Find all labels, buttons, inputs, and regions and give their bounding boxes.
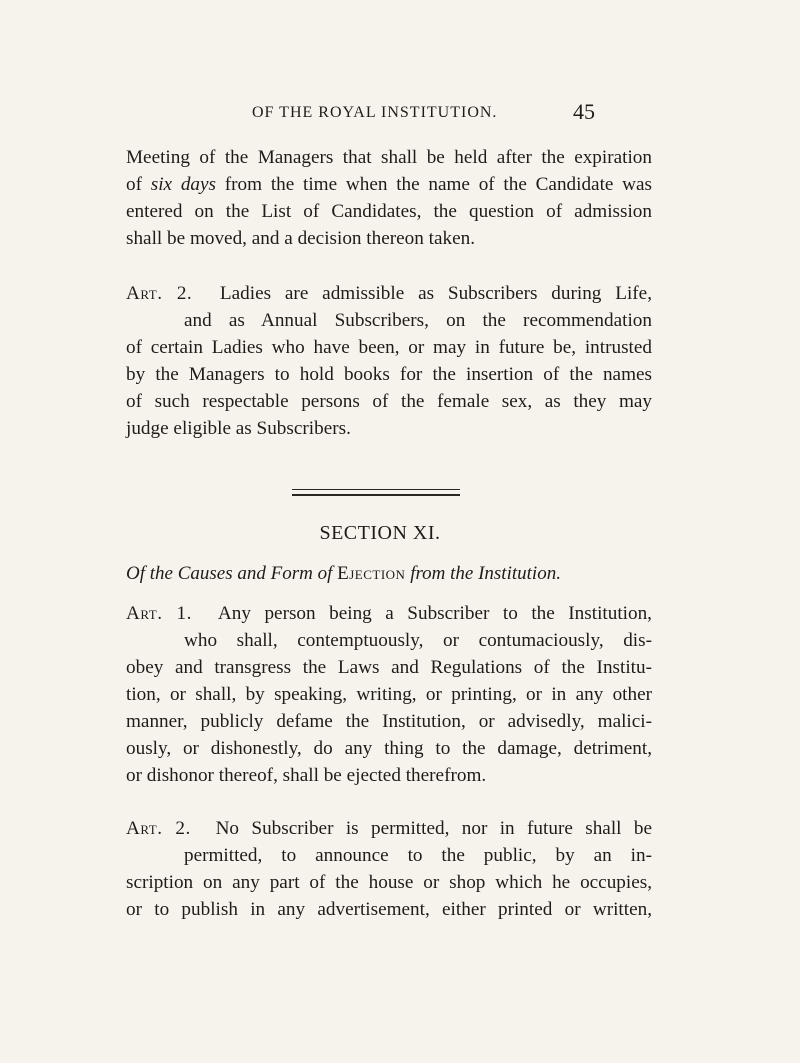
paragraph-continuation [126, 144, 652, 252]
emphasis-six-days: six days [150, 174, 216, 195]
text-line: and as Annual Subscribers, on the recommendation [184, 310, 652, 331]
article-label: Art. 2. [126, 818, 191, 839]
article-label: Art. 2. [126, 283, 193, 304]
text-line: Art. 1. Any person being a Subscriber to the Institution, [126, 603, 652, 624]
text-line: Art. 2. No Subscriber is permitted, nor in future shall be [126, 818, 652, 839]
text-line: permitted, to announce to the public, by an in- [184, 845, 652, 866]
page-number: 45 [573, 99, 595, 124]
text-line: or to publish in any advertisement, either printed or written, [126, 899, 652, 920]
text-line: Meeting of the Managers that shall be held after the expiration [126, 147, 652, 168]
text-line: manner, publicly defame the Institution, or advisedly, malici- [126, 711, 652, 732]
text-line: Art. 2. Ladies are admissible as Subscribers during Life, [126, 283, 652, 304]
text-line: tion, or shall, by speaking, writing, or printing, or in any other [126, 684, 652, 705]
text-line: scription on any part of the house or shop which he occupies, [126, 872, 652, 893]
text-line: by the Managers to hold books for the insertion of the names [126, 364, 652, 385]
text-line: or dishonor thereof, shall be ejected therefrom. [126, 765, 487, 786]
section-title: SECTION XI. [319, 522, 441, 544]
text-line: obey and transgress the Laws and Regulations of the Institu- [126, 657, 652, 678]
section-subtitle: Of the Causes and Form of Ejection from the Institution. [126, 563, 561, 584]
text-line: shall be moved, and a decision thereon taken. [126, 228, 475, 249]
text-line: ously, or dishonestly, do any thing to the damage, detriment, [126, 738, 652, 759]
section-divider-rule [292, 489, 460, 496]
text-line: of such respectable persons of the female sex, as they may [126, 391, 652, 412]
text-line: who shall, contemptuously, or contumaciously, dis- [184, 630, 652, 651]
running-head: OF THE ROYAL INSTITUTION. [252, 104, 498, 121]
article-advertising [126, 815, 652, 923]
text-line: entered on the List of Candidates, the question of admission [126, 201, 652, 222]
article-ejection [126, 600, 652, 789]
text-line: judge eligible as Subscribers. [126, 418, 351, 439]
article-ladies [126, 280, 652, 442]
text-line: of six days from the time when the name of the Candidate was [126, 174, 653, 195]
article-label: Art. 1. [126, 603, 192, 624]
text-line: of certain Ladies who have been, or may in future be, intrusted [126, 337, 652, 358]
